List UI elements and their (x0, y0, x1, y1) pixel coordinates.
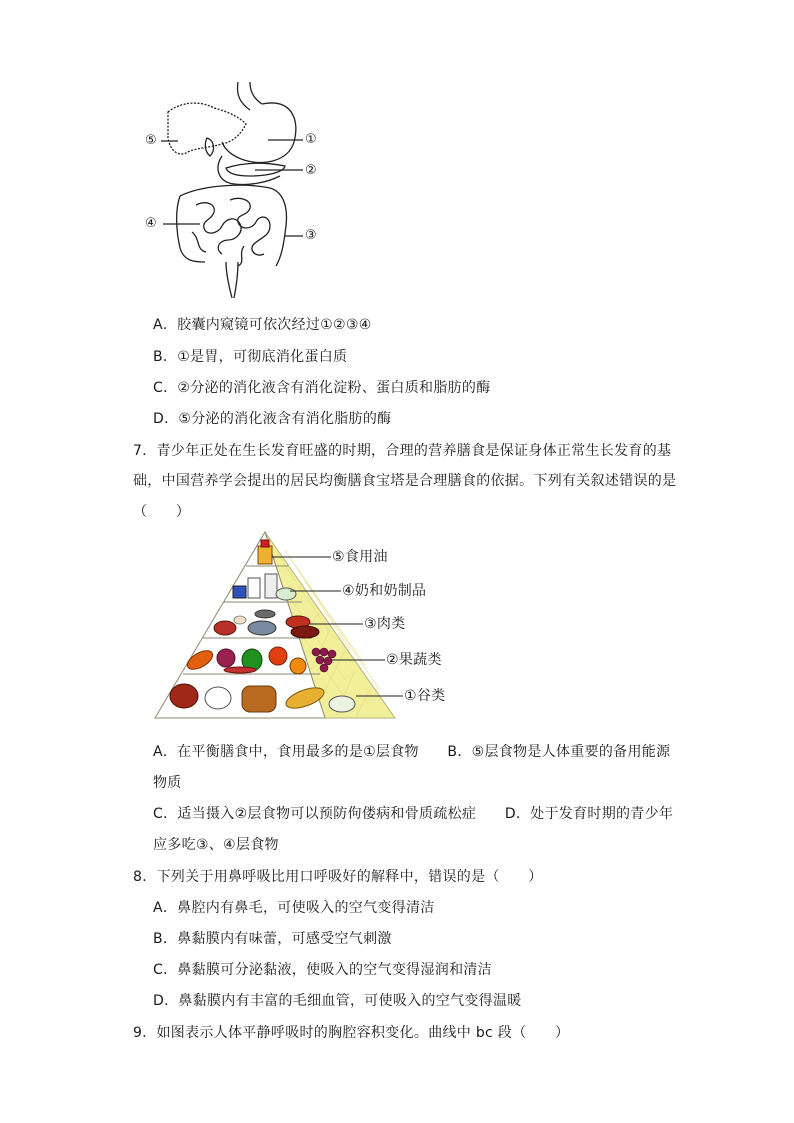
q7-option-line-4: 应多吃③、④层食物 (153, 837, 279, 853)
q7-option-line-1: A．在平衡膳食中，食用最多的是①层食物 B．⑤层食物是人体重要的备用能源 (153, 744, 671, 760)
q8-option-d: D．鼻黏膜内有丰富的毛细血管，可使吸入的空气变得温暖 (153, 993, 522, 1009)
pyramid-label-dairy: ④奶和奶制品 (342, 583, 427, 599)
pyramid-label-meat: ③肉类 (364, 616, 406, 632)
pyramid-label-grains: ①谷类 (404, 688, 446, 704)
q8-option-b: B．鼻黏膜内有味蕾，可感受空气刺激 (153, 931, 392, 947)
q8-stem: 8．下列关于用鼻呼吸比用口呼吸好的解释中，错误的是（ ） (133, 869, 543, 885)
q7-stem-line-3: （ ） (133, 504, 191, 520)
organ-label-1: ① (305, 132, 317, 147)
q8-option-c: C．鼻黏膜可分泌黏液，使吸入的空气变得湿润和清洁 (153, 962, 492, 978)
organ-label-3: ③ (305, 228, 317, 243)
q7-stem-line-2: 础，中国营养学会提出的居民均衡膳食宝塔是合理膳食的依据。下列有关叙述错误的是 (133, 473, 677, 489)
q7-stem-line-1: 7．青少年正处在生长发育旺盛的时期，合理的营养膳食是保证身体正常生长发育的基 (133, 443, 672, 459)
q9-stem: 9．如图表示人体平静呼吸时的胸腔容积变化。曲线中 bc 段（ ） (133, 1025, 570, 1041)
q6-option-d: D．⑤分泌的消化液含有消化脂肪的酶 (153, 411, 392, 427)
pyramid-label-fruit-veg: ②果蔬类 (386, 652, 442, 668)
q8-option-a: A．鼻腔内有鼻毛，可使吸入的空气变得清洁 (153, 900, 435, 916)
q7-option-line-3: C．适当摄入②层食物可以预防佝偻病和骨质疏松症 D．处于发育时期的青少年 (153, 806, 674, 822)
organ-label-2: ② (305, 163, 317, 178)
q6-option-a: A．胶囊内窥镜可依次经过①②③④ (153, 317, 372, 333)
digestive-system-figure (0, 0, 794, 310)
q6-option-c: C．②分泌的消化液含有消化淀粉、蛋白质和脂肪的酶 (153, 380, 491, 396)
organ-label-5: ⑤ (145, 133, 157, 148)
organ-label-4: ④ (145, 216, 157, 231)
q6-option-b: B．①是胃，可彻底消化蛋白质 (153, 349, 348, 365)
pyramid-label-oil: ⑤食用油 (332, 549, 388, 565)
q7-option-line-2: 物质 (153, 775, 182, 791)
